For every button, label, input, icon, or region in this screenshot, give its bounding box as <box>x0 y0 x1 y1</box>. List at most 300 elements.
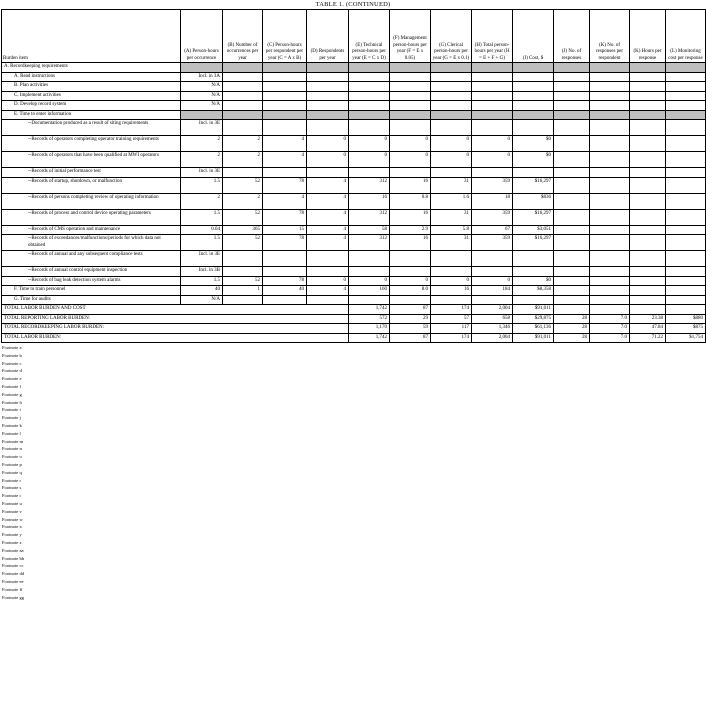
cell-empty <box>666 110 706 120</box>
table-row <box>2 209 706 225</box>
cell-e <box>349 82 390 92</box>
cell-empty <box>590 91 630 101</box>
cell-h: 0 <box>472 276 513 286</box>
cell-a: N/A <box>181 82 223 92</box>
cell-i: $16,297 <box>513 177 554 193</box>
cell-c: 78 <box>263 177 307 193</box>
cell-empty <box>590 101 630 111</box>
table-row <box>2 267 706 277</box>
cell-empty <box>666 101 706 111</box>
cell-empty <box>554 267 590 277</box>
footnote-line: Footnote d <box>2 368 22 374</box>
cell-b <box>223 110 263 120</box>
cell-empty <box>554 295 590 305</box>
table-title: TABLE 1. (CONTINUED) <box>315 1 391 8</box>
col-header: (K) Hours per response <box>630 10 666 63</box>
total-label: TOTAL LABOR BURDEN: <box>2 333 349 343</box>
cell-empty <box>630 72 666 82</box>
row-label: --Records of annual and any subsequent compliance tests <box>2 251 181 267</box>
cell-h <box>472 267 513 277</box>
total-l <box>666 305 706 315</box>
cell-h <box>472 101 513 111</box>
table-row <box>2 120 706 136</box>
cell-g <box>431 63 472 73</box>
footnote-line: Footnote aa <box>2 547 24 553</box>
cell-c <box>263 110 307 120</box>
footnote-line: Footnote u <box>2 500 22 506</box>
cell-empty <box>590 295 630 305</box>
cell-empty <box>666 225 706 235</box>
total-i: $61,136 <box>513 324 554 334</box>
total-i: $29,875 <box>513 314 554 324</box>
cell-empty <box>554 286 590 296</box>
cell-f: 2.9 <box>390 225 431 235</box>
col-header: (K) No. of responses per respondent <box>590 10 630 63</box>
cell-g: 0 <box>431 136 472 152</box>
cell-empty <box>590 193 630 209</box>
cell-d <box>307 168 349 178</box>
cell-b <box>223 82 263 92</box>
cell-h: 0 <box>472 152 513 168</box>
col-header: Burden item <box>2 10 181 63</box>
cell-empty <box>590 177 630 193</box>
row-label: --Records of process and control device operating parameters <box>2 209 181 225</box>
row-label: --Records of operators that have been qualified at MWI operators <box>2 152 181 168</box>
cell-a: 2 <box>181 152 223 168</box>
col-header: (I) Cost, $ <box>513 10 554 63</box>
cell-empty <box>630 276 666 286</box>
footnote-line: Footnote ee <box>2 578 24 584</box>
cell-empty <box>666 136 706 152</box>
cell-empty <box>630 251 666 267</box>
footnote-line: Footnote l <box>2 430 21 436</box>
cell-g <box>431 72 472 82</box>
cell-e: 0 <box>349 152 390 168</box>
cell-e <box>349 91 390 101</box>
cell-d: 4 <box>307 286 349 296</box>
cell-empty <box>630 91 666 101</box>
total-kh: 71.22 <box>630 333 666 343</box>
table-row <box>2 63 706 73</box>
total-l: $875 <box>666 324 706 334</box>
cell-a: 40 <box>181 286 223 296</box>
cell-c: 78 <box>263 209 307 225</box>
cell-a: Incl. in 3E <box>181 168 223 178</box>
row-label: --Records of annual control equipment inspection <box>2 267 181 277</box>
cell-e <box>349 120 390 136</box>
cell-c: 78 <box>263 276 307 286</box>
cell-f: 0 <box>390 136 431 152</box>
cell-empty <box>554 101 590 111</box>
cell-e: 16 <box>349 193 390 209</box>
cell-empty <box>554 225 590 235</box>
cell-e <box>349 110 390 120</box>
cell-e <box>349 101 390 111</box>
cell-d <box>307 82 349 92</box>
total-l: $1,754 <box>666 333 706 343</box>
cell-a: Incl. in 3B <box>181 267 223 277</box>
cell-h: 359 <box>472 177 513 193</box>
total-i: $91,011 <box>513 305 554 315</box>
footnote-line: Footnote s <box>2 485 22 491</box>
cell-i: $3,051 <box>513 225 554 235</box>
footnote-line: Footnote j <box>2 415 21 421</box>
cell-e: 312 <box>349 235 390 251</box>
row-label: --Records of startup, shutdown, or malfunction <box>2 177 181 193</box>
col-header: (A) Person-hours per occurrence <box>181 10 223 63</box>
cell-d <box>307 72 349 82</box>
cell-d: 0 <box>307 152 349 168</box>
cell-g: 0 <box>431 152 472 168</box>
total-row <box>2 324 706 334</box>
cell-f: 0 <box>390 152 431 168</box>
footnote-line: Footnote dd <box>2 571 25 577</box>
footnote-line: Footnote r <box>2 477 22 483</box>
cell-c <box>263 168 307 178</box>
cell-c <box>263 120 307 136</box>
cell-g <box>431 82 472 92</box>
cell-i: $16,297 <box>513 235 554 251</box>
table-row <box>2 110 706 120</box>
cell-empty <box>666 286 706 296</box>
cell-i: $16,297 <box>513 209 554 225</box>
footnote-line: Footnote x <box>2 524 22 530</box>
cell-a: 1.5 <box>181 276 223 286</box>
cell-g <box>431 120 472 136</box>
cell-empty <box>590 82 630 92</box>
footnote-line: Footnote z <box>2 539 22 545</box>
cell-d: 4 <box>307 225 349 235</box>
col-header: (J) No. of responses <box>554 10 590 63</box>
total-e: 1,742 <box>349 305 390 315</box>
total-f: 87 <box>390 305 431 315</box>
cell-g: 31 <box>431 209 472 225</box>
total-g: 174 <box>431 333 472 343</box>
cell-empty <box>666 152 706 168</box>
total-e: 1,170 <box>349 324 390 334</box>
col-header: (L) Monitoring cost per response <box>666 10 706 63</box>
cell-d: 4 <box>307 235 349 251</box>
cell-g <box>431 251 472 267</box>
cell-empty <box>630 82 666 92</box>
cell-h: 18 <box>472 193 513 209</box>
cell-empty <box>590 209 630 225</box>
cell-empty <box>666 209 706 225</box>
footnote-line: Footnote b <box>2 352 22 358</box>
cell-empty <box>666 267 706 277</box>
cell-h: 359 <box>472 209 513 225</box>
cell-empty <box>630 101 666 111</box>
cell-a: N/A <box>181 91 223 101</box>
cell-b <box>223 120 263 136</box>
cell-a <box>181 110 223 120</box>
cell-b <box>223 267 263 277</box>
cell-c <box>263 82 307 92</box>
cell-empty <box>630 225 666 235</box>
cell-b: 52 <box>223 177 263 193</box>
cell-empty <box>666 63 706 73</box>
cell-a: Incl. in 3E <box>181 251 223 267</box>
cell-empty <box>554 63 590 73</box>
cell-f: 16 <box>390 235 431 251</box>
cell-empty <box>590 110 630 120</box>
cell-empty <box>666 120 706 136</box>
cell-empty <box>590 267 630 277</box>
row-label: --Records of CMS operation and maintenance <box>2 225 181 235</box>
table-row <box>2 193 706 209</box>
cell-c: 78 <box>263 235 307 251</box>
cell-i <box>513 72 554 82</box>
cell-empty <box>630 168 666 178</box>
cell-d <box>307 251 349 267</box>
cell-empty <box>590 225 630 235</box>
col-header: (C) Person-hours per respondent per year (C = A x B) <box>263 10 307 63</box>
cell-d <box>307 295 349 305</box>
cell-i <box>513 251 554 267</box>
cell-empty <box>630 209 666 225</box>
table-row <box>2 235 706 251</box>
col-header: (B) Number of occurrences per year <box>223 10 263 63</box>
table-row <box>2 91 706 101</box>
cell-h <box>472 72 513 82</box>
cell-i <box>513 267 554 277</box>
cell-empty <box>554 209 590 225</box>
footnote-line: Footnote cc <box>2 563 24 569</box>
total-label: TOTAL REPORTING LABOR BURDEN: <box>2 314 349 324</box>
cell-c <box>263 91 307 101</box>
footnote-line: Footnote n <box>2 446 22 452</box>
table-row <box>2 82 706 92</box>
footnote-line: Footnote v <box>2 508 22 514</box>
cell-i: $8,358 <box>513 286 554 296</box>
cell-c: 4 <box>263 152 307 168</box>
cell-f: 8.0 <box>390 286 431 296</box>
total-j: 28 <box>554 314 590 324</box>
cell-a: 1.5 <box>181 209 223 225</box>
total-l: $880 <box>666 314 706 324</box>
total-f: 87 <box>390 333 431 343</box>
total-k: 7.0 <box>590 314 630 324</box>
total-h: 2,004 <box>472 305 513 315</box>
cell-d <box>307 91 349 101</box>
cell-g <box>431 91 472 101</box>
cell-d <box>307 267 349 277</box>
cell-b <box>223 168 263 178</box>
cell-empty <box>630 267 666 277</box>
cell-b <box>223 91 263 101</box>
cell-g: 0 <box>431 276 472 286</box>
cell-e: 312 <box>349 209 390 225</box>
cell-c <box>263 295 307 305</box>
cell-a: 2 <box>181 193 223 209</box>
table-row <box>2 136 706 152</box>
cell-f <box>390 110 431 120</box>
cell-e: 312 <box>349 177 390 193</box>
cell-e <box>349 251 390 267</box>
cell-b: 2 <box>223 193 263 209</box>
cell-h: 0 <box>472 136 513 152</box>
footnote-line: Footnote gg <box>2 594 25 600</box>
cell-empty <box>554 168 590 178</box>
footnote-line: Footnote c <box>2 360 22 366</box>
cell-d: 4 <box>307 193 349 209</box>
cell-g <box>431 110 472 120</box>
cell-empty <box>590 168 630 178</box>
total-h: 658 <box>472 314 513 324</box>
row-label: C. Implement activities <box>2 91 181 101</box>
total-j: 28 <box>554 324 590 334</box>
total-g: 117 <box>431 324 472 334</box>
total-e: 1,742 <box>349 333 390 343</box>
burden-table <box>1 9 706 343</box>
cell-i: $0 <box>513 276 554 286</box>
cell-i <box>513 110 554 120</box>
row-label: --Records of initial performance test <box>2 168 181 178</box>
cell-empty <box>554 120 590 136</box>
total-e: 572 <box>349 314 390 324</box>
footnote-line: Footnote w <box>2 516 23 522</box>
total-kh: 47.84 <box>630 324 666 334</box>
footnote-line: Footnote ff <box>2 586 23 592</box>
cell-a: N/A <box>181 101 223 111</box>
cell-i <box>513 91 554 101</box>
cell-d <box>307 120 349 136</box>
col-header: (H) Total person-hours per year (H = E + F + G) <box>472 10 513 63</box>
cell-d: 0 <box>307 276 349 286</box>
footnote-line: Footnote bb <box>2 555 25 561</box>
cell-empty <box>554 110 590 120</box>
cell-empty <box>666 177 706 193</box>
total-i: $91,011 <box>513 333 554 343</box>
footnotes <box>2 344 704 601</box>
cell-b <box>223 295 263 305</box>
footnote-line: Footnote o <box>2 454 22 460</box>
total-kh: 23.38 <box>630 314 666 324</box>
cell-empty <box>630 152 666 168</box>
cell-g: 5.8 <box>431 225 472 235</box>
total-row <box>2 314 706 324</box>
cell-c <box>263 251 307 267</box>
cell-f <box>390 168 431 178</box>
cell-a: 1.5 <box>181 235 223 251</box>
row-label: --Records of exceedances/malfunctions/periods for which data not obtained <box>2 235 181 251</box>
col-header: (E) Technical person-hours per year (E = C x D) <box>349 10 390 63</box>
cell-b: 2 <box>223 136 263 152</box>
cell-f <box>390 251 431 267</box>
cell-d <box>307 110 349 120</box>
table-row <box>2 177 706 193</box>
cell-empty <box>590 136 630 152</box>
cell-c <box>263 72 307 82</box>
cell-empty <box>590 251 630 267</box>
cell-empty <box>666 251 706 267</box>
cell-empty <box>666 91 706 101</box>
cell-d <box>307 101 349 111</box>
cell-i <box>513 120 554 136</box>
cell-e <box>349 168 390 178</box>
cell-h <box>472 82 513 92</box>
footnote-line: Footnote e <box>2 376 22 382</box>
cell-i <box>513 63 554 73</box>
footnote-line: Footnote y <box>2 532 22 538</box>
cell-empty <box>630 286 666 296</box>
cell-i: $836 <box>513 193 554 209</box>
cell-f <box>390 295 431 305</box>
total-label: TOTAL LABOR BURDEN AND COST <box>2 305 349 315</box>
cell-empty <box>630 110 666 120</box>
row-label: A. Read instructions <box>2 72 181 82</box>
row-label: B. Plan activities <box>2 82 181 92</box>
cell-empty <box>666 235 706 251</box>
col-header: (D) Respondents per year <box>307 10 349 63</box>
footnote-line: Footnote p <box>2 461 22 467</box>
cell-h <box>472 110 513 120</box>
header-row <box>2 10 706 63</box>
cell-f <box>390 63 431 73</box>
total-f: 29 <box>390 314 431 324</box>
cell-h <box>472 168 513 178</box>
cell-h <box>472 63 513 73</box>
table-row <box>2 286 706 296</box>
cell-e <box>349 72 390 82</box>
cell-e: 0 <box>349 276 390 286</box>
row-label: D. Develop record system <box>2 101 181 111</box>
cell-g: 31 <box>431 235 472 251</box>
cell-b: 52 <box>223 209 263 225</box>
table-row <box>2 225 706 235</box>
cell-c: 15 <box>263 225 307 235</box>
total-k: 7.0 <box>590 333 630 343</box>
footnote-line: Footnote f <box>2 383 22 389</box>
cell-empty <box>590 286 630 296</box>
cell-g: 1.6 <box>431 193 472 209</box>
cell-e <box>349 63 390 73</box>
cell-empty <box>590 152 630 168</box>
cell-d: 0 <box>307 136 349 152</box>
total-f: 59 <box>390 324 431 334</box>
cell-c <box>263 267 307 277</box>
cell-a: Incl. in 3E <box>181 120 223 136</box>
col-header: (G) Clerical person-hours per year (G = E x 0.1) <box>431 10 472 63</box>
cell-b <box>223 251 263 267</box>
cell-empty <box>554 177 590 193</box>
cell-empty <box>630 295 666 305</box>
cell-h <box>472 120 513 136</box>
cell-f <box>390 101 431 111</box>
footnote-line: Footnote q <box>2 469 22 475</box>
row-label: --Records of bag leak detection system alarms <box>2 276 181 286</box>
cell-i: $0 <box>513 152 554 168</box>
table-row <box>2 251 706 267</box>
cell-d <box>307 63 349 73</box>
cell-empty <box>590 72 630 82</box>
cell-i <box>513 168 554 178</box>
cell-f: 0.8 <box>390 193 431 209</box>
total-g: 174 <box>431 305 472 315</box>
cell-empty <box>630 193 666 209</box>
cell-f: 0 <box>390 276 431 286</box>
total-k <box>590 305 630 315</box>
cell-e: 0 <box>349 136 390 152</box>
table-body <box>2 63 706 305</box>
cell-empty <box>554 72 590 82</box>
cell-c: 40 <box>263 286 307 296</box>
cell-empty <box>554 193 590 209</box>
totals-body <box>2 305 706 343</box>
cell-h: 67 <box>472 225 513 235</box>
row-label: F. Time to train personnel <box>2 286 181 296</box>
table-row <box>2 152 706 168</box>
